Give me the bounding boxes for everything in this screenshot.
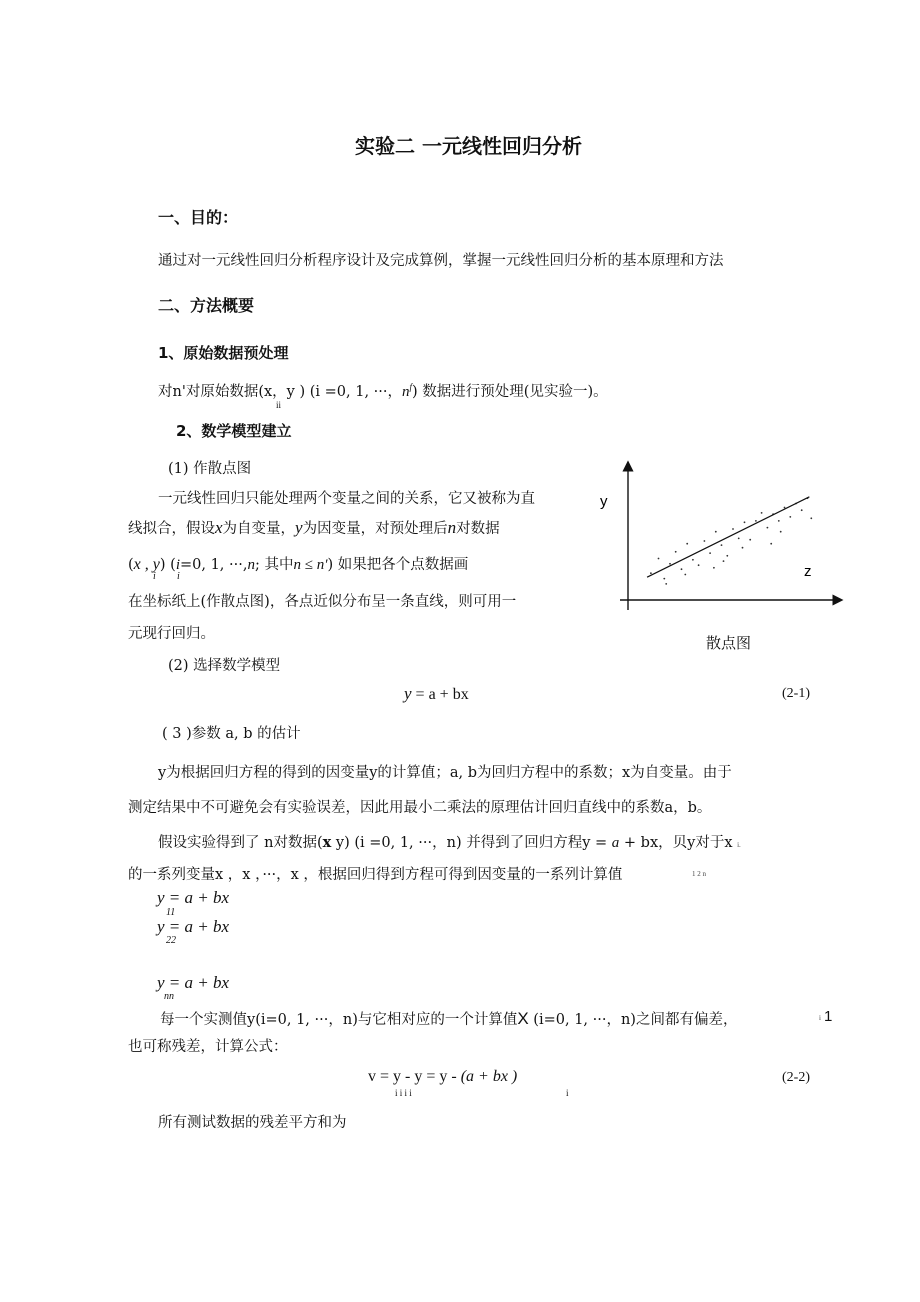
scatter-point [738, 538, 740, 540]
purpose-text: 通过对一元线性回归分析程序设计及完成算例，掌握一元线性回归分析的基本原理和方法 [158, 253, 724, 269]
para-assume-c: ，贝y对于x [658, 835, 733, 851]
equation-2-1-number: (2-1) [782, 686, 810, 701]
equation-row-1-rhs: = a + bx [164, 888, 230, 907]
figure-caption: 散点图 [706, 634, 752, 652]
para-scatter-line2 [128, 517, 500, 538]
scatter-point [715, 531, 717, 533]
scatter-point [713, 567, 715, 569]
para-assume-eq-a: a [611, 835, 620, 851]
para-assume-line1 [158, 831, 741, 852]
para-assume-b: y) (i =0, 1, ···，n) 并得到了回归方程 [331, 835, 583, 851]
scatter-point [663, 578, 665, 580]
section-heading-method: 二、方法概要 [158, 296, 255, 315]
para-residual-line1 [160, 1008, 737, 1029]
regression-line [647, 497, 809, 577]
scatter-point [801, 509, 803, 511]
subheading-model: 2、数学模型建立 [176, 422, 292, 440]
equation-2-2-number: (2-2) [782, 1070, 810, 1085]
para-line2-x: x [215, 518, 223, 537]
equation-2-2-b: (a + bx ) [456, 1068, 518, 1085]
equation-row-1-lhs: y [157, 888, 165, 907]
para-line2-a: 线拟合，假设 [128, 521, 215, 537]
para-assume-x: x [322, 834, 332, 851]
scatter-point [744, 521, 746, 523]
equation-row-3-lhs: y [157, 973, 165, 992]
para-line3-sub-i1: i [153, 571, 156, 582]
scatter-point [749, 539, 751, 541]
para-line3-sub-i2: i [177, 571, 180, 582]
equation-row-1-sub: 11 [166, 907, 176, 918]
para-scatter-line4: 在坐标纸上(作散点图)，各点近似分布呈一条直线，则可用一 [128, 594, 517, 610]
scatter-point [778, 520, 780, 522]
para-line3-n: n [247, 557, 255, 573]
scatter-point [650, 572, 652, 574]
para-assume-eq-tail: + bx [619, 835, 659, 851]
scatter-point [742, 547, 744, 549]
equation-2-1-rhs: = a + bx [411, 686, 469, 703]
para-residual-tail: 1 [824, 1008, 833, 1025]
scatter-point [686, 543, 688, 545]
scatter-point [784, 507, 786, 509]
scatter-point [810, 517, 812, 519]
scatter-point [721, 544, 723, 546]
para-residual-a: 每一个实测值y(i=0, 1, ···，n)与它相对应的一个计算值 [160, 1012, 518, 1028]
scatter-points [650, 497, 812, 585]
equation-row-3 [157, 973, 229, 993]
equation-row-2 [157, 917, 229, 937]
para-assume-subs: 1 2 n [692, 870, 706, 878]
scatter-point [709, 552, 711, 554]
equation-row-2-sub: 22 [166, 935, 176, 946]
scatter-point [789, 516, 791, 518]
subheading-preprocess: 1、原始数据预处理 [158, 344, 289, 362]
scatter-point [675, 551, 677, 553]
para-line3-xy: x , y [133, 556, 160, 573]
scatter-point [780, 531, 782, 533]
equation-row-3-rhs: = a + bx [164, 973, 230, 992]
para-scatter-line1: 一元线性回归只能处理两个变量之间的关系，它又被称为直 [158, 491, 535, 507]
step-model-label: (2) 选择数学模型 [168, 658, 281, 674]
para-assume-eq-mid: = [590, 835, 612, 851]
scatter-point [684, 574, 686, 576]
scatter-point [704, 540, 706, 542]
para-estimate-line1: y为根据回归方程的得到的因变量y的计算值；a, b为回归方程中的系数；x为自变量。由于 [158, 765, 732, 781]
section-heading-purpose: 一、目的： [158, 208, 239, 227]
para-line3-d: ; 其中 [254, 557, 294, 573]
scatter-point [692, 559, 694, 561]
equation-2-2-a: v = y - y = y - [368, 1068, 457, 1085]
para-line2-b: 为自变量， [222, 521, 296, 537]
equation-2-2 [368, 1068, 517, 1086]
para-estimate-line2: 测定结果中不可避免会有实验误差，因此用最小二乘法的原理估计回归直线中的系数a，b。 [128, 800, 712, 816]
preprocess-text [158, 380, 608, 401]
para-sum-squares: 所有测试数据的残差平方和为 [158, 1115, 347, 1131]
y-axis-label: y [600, 493, 608, 510]
para-line2-c: 为因变量，对预处理后 [302, 521, 448, 537]
page-title: 实验二 一元线性回归分析 [355, 134, 582, 158]
scatter-point [665, 583, 667, 585]
scatter-point [755, 520, 757, 522]
scatter-point [770, 543, 772, 545]
scatter-plot [592, 458, 852, 618]
para-residual-X: X [517, 1009, 529, 1028]
para-scatter-line5: 元现行回归。 [128, 626, 215, 642]
equation-row-3-sub: nn [164, 991, 174, 1002]
para-line3-i: i [175, 557, 180, 573]
scatter-point [767, 527, 769, 529]
para-line2-n: n [447, 518, 457, 537]
para-line3-cond: n ≤ n′ [293, 557, 328, 573]
scatter-point [681, 568, 683, 570]
step-scatter-label: (1) 作散点图 [168, 461, 252, 477]
equation-2-1 [404, 684, 469, 704]
para-line2-d: 对数据 [456, 521, 500, 537]
para-assume-tail: i. [737, 841, 741, 849]
equation-2-2-subs: i i i i [395, 1088, 412, 1098]
preprocess-subscripts: ii [276, 400, 282, 410]
para-residual-line2: 也可称残差，计算公式： [128, 1039, 288, 1055]
equation-row-1 [157, 888, 229, 908]
scatter-point [658, 558, 660, 560]
preprocess-n: n [402, 384, 410, 400]
equation-row-2-lhs: y [157, 917, 165, 936]
preprocess-text-a: 对n'对原始数据(x，y ) (i =0, 1, ···， [158, 384, 402, 400]
para-residual-b: (i=0, 1, ···，n)之间都有偏差， [528, 1012, 738, 1028]
para-residual-tail-small: i [819, 1014, 821, 1022]
equation-2-1-lhs: y [404, 684, 412, 703]
scatter-point [723, 560, 725, 562]
para-assume-eq-y: y [582, 835, 591, 851]
para-line2-y: y [295, 518, 303, 537]
preprocess-text-b: ) 数据进行预处理(见实验一)。 [412, 384, 608, 400]
equation-2-2-sub-i: i [566, 1088, 569, 1098]
para-line3-a: ( [128, 557, 134, 573]
preprocess-sup: f [409, 382, 413, 393]
scatter-point [761, 512, 763, 514]
para-assume-line2: 的一系列变量x ，x ，···，x ，根据回归得到方程可得到因变量的一系列计算值 [128, 867, 623, 883]
scatter-point [726, 555, 728, 557]
para-line3-b: ) ( [159, 557, 176, 573]
para-line3-c: =0, 1, ···, [179, 557, 248, 573]
scatter-point [732, 528, 734, 530]
step-estimate-label: ( 3 )参数 a, b 的估计 [162, 726, 301, 742]
equation-row-2-rhs: = a + bx [164, 917, 230, 936]
x-axis-label: z [804, 563, 812, 580]
scatter-point [698, 564, 700, 566]
para-assume-a: 假设实验得到了 n对数据( [158, 835, 323, 851]
scatter-point [669, 563, 671, 565]
para-line3-e: ) 如果把各个点数据画 [327, 557, 469, 573]
